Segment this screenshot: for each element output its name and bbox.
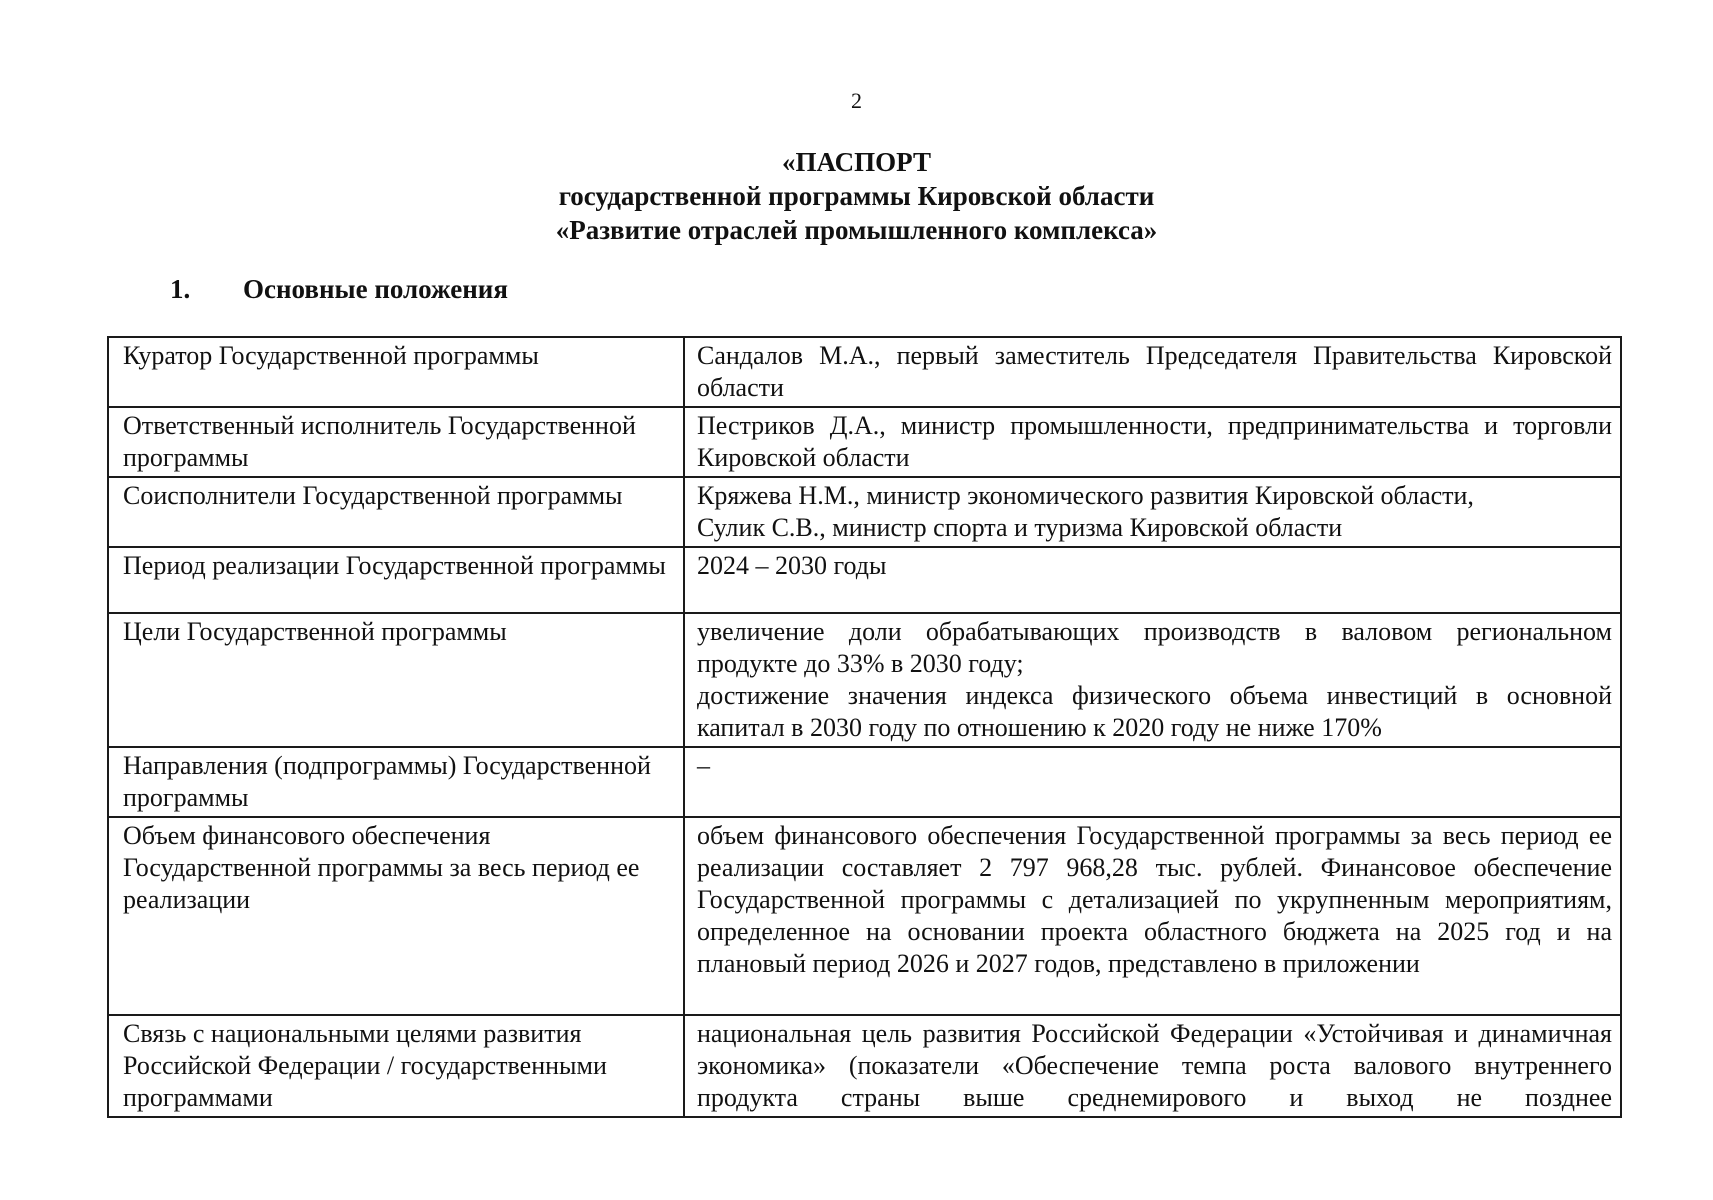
- row-value-line: –: [697, 751, 710, 780]
- table-row: [108, 407, 1621, 477]
- row-value: [684, 747, 1621, 817]
- row-value: [684, 477, 1621, 547]
- row-label: Ответственный исполнитель Государственной программы: [108, 407, 684, 477]
- row-value-line: Сандалов М.А., первый заместитель Председателя Правительства Кировской области: [697, 341, 1612, 402]
- row-value: [684, 613, 1621, 747]
- row-value: [684, 407, 1621, 477]
- table-row: [108, 817, 1621, 1015]
- section-number: 1.: [170, 274, 191, 304]
- row-value-line: Кряжева Н.М., министр экономического развития Кировской области,: [697, 481, 1474, 510]
- row-label: Связь с национальными целями развития Российской Федерации / государственными программами: [108, 1015, 684, 1117]
- title-line-3: «Развитие отраслей промышленного комплекса»: [555, 215, 1158, 245]
- table-row: [108, 1015, 1621, 1117]
- row-label: Соисполнители Государственной программы: [108, 477, 684, 547]
- table-row: [108, 337, 1621, 407]
- row-value: [684, 1015, 1621, 1117]
- title-line-1: «ПАСПОРТ: [782, 147, 931, 177]
- table-row: [108, 747, 1621, 817]
- table-row: [108, 547, 1621, 613]
- row-value: [684, 337, 1621, 407]
- document-title: [0, 145, 1713, 247]
- row-label: Цели Государственной программы: [108, 613, 684, 747]
- row-value-line: 2024 – 2030 годы: [697, 551, 887, 580]
- table-row: [108, 477, 1621, 547]
- passport-table: [107, 336, 1622, 1118]
- title-line-2: государственной программы Кировской области: [558, 181, 1155, 211]
- section-title: Основные положения: [243, 274, 508, 304]
- table-row: [108, 613, 1621, 747]
- page-number: 2: [851, 88, 862, 113]
- row-value-line: увеличение доли обрабатывающих производств в валовом региональном продукте до 33% в 2030 году;: [697, 617, 1612, 678]
- row-value-line: объем финансового обеспечения Государственной программы за весь период ее реализации составляет 2 797 968,28 тыс. рублей. Финансовое обеспечение Государственной программы с детализацией по укрупненным мероприятиям, определенное на основании проекта областного бюджета на 2025 год и на плановый период 2026 и 2027 годов, представлено в приложении: [697, 821, 1612, 978]
- section-heading: [170, 272, 508, 306]
- row-value-line: национальная цель развития Российской Федерации «Устойчивая и динамичная экономика» (показатели «Обеспечение темпа роста валового внутреннего продукта страны выше среднемирового и выход не позднее: [697, 1019, 1612, 1112]
- row-value-line: достижение значения индекса физического объема инвестиций в основной капитал в 2030 году по отношению к 2020 году не ниже 170%: [697, 681, 1612, 742]
- row-label: Куратор Государственной программы: [108, 337, 684, 407]
- row-value-line: Пестриков Д.А., министр промышленности, предпринимательства и торговли Кировской области: [697, 411, 1612, 472]
- row-value-line: Сулик С.В., министр спорта и туризма Кировской области: [697, 513, 1343, 542]
- row-label: Период реализации Государственной программы: [108, 547, 684, 613]
- row-label: Объем финансового обеспечения Государственной программы за весь период ее реализации: [108, 817, 684, 1015]
- row-label: Направления (подпрограммы) Государственной программы: [108, 747, 684, 817]
- row-value: [684, 817, 1621, 1015]
- row-value: [684, 547, 1621, 613]
